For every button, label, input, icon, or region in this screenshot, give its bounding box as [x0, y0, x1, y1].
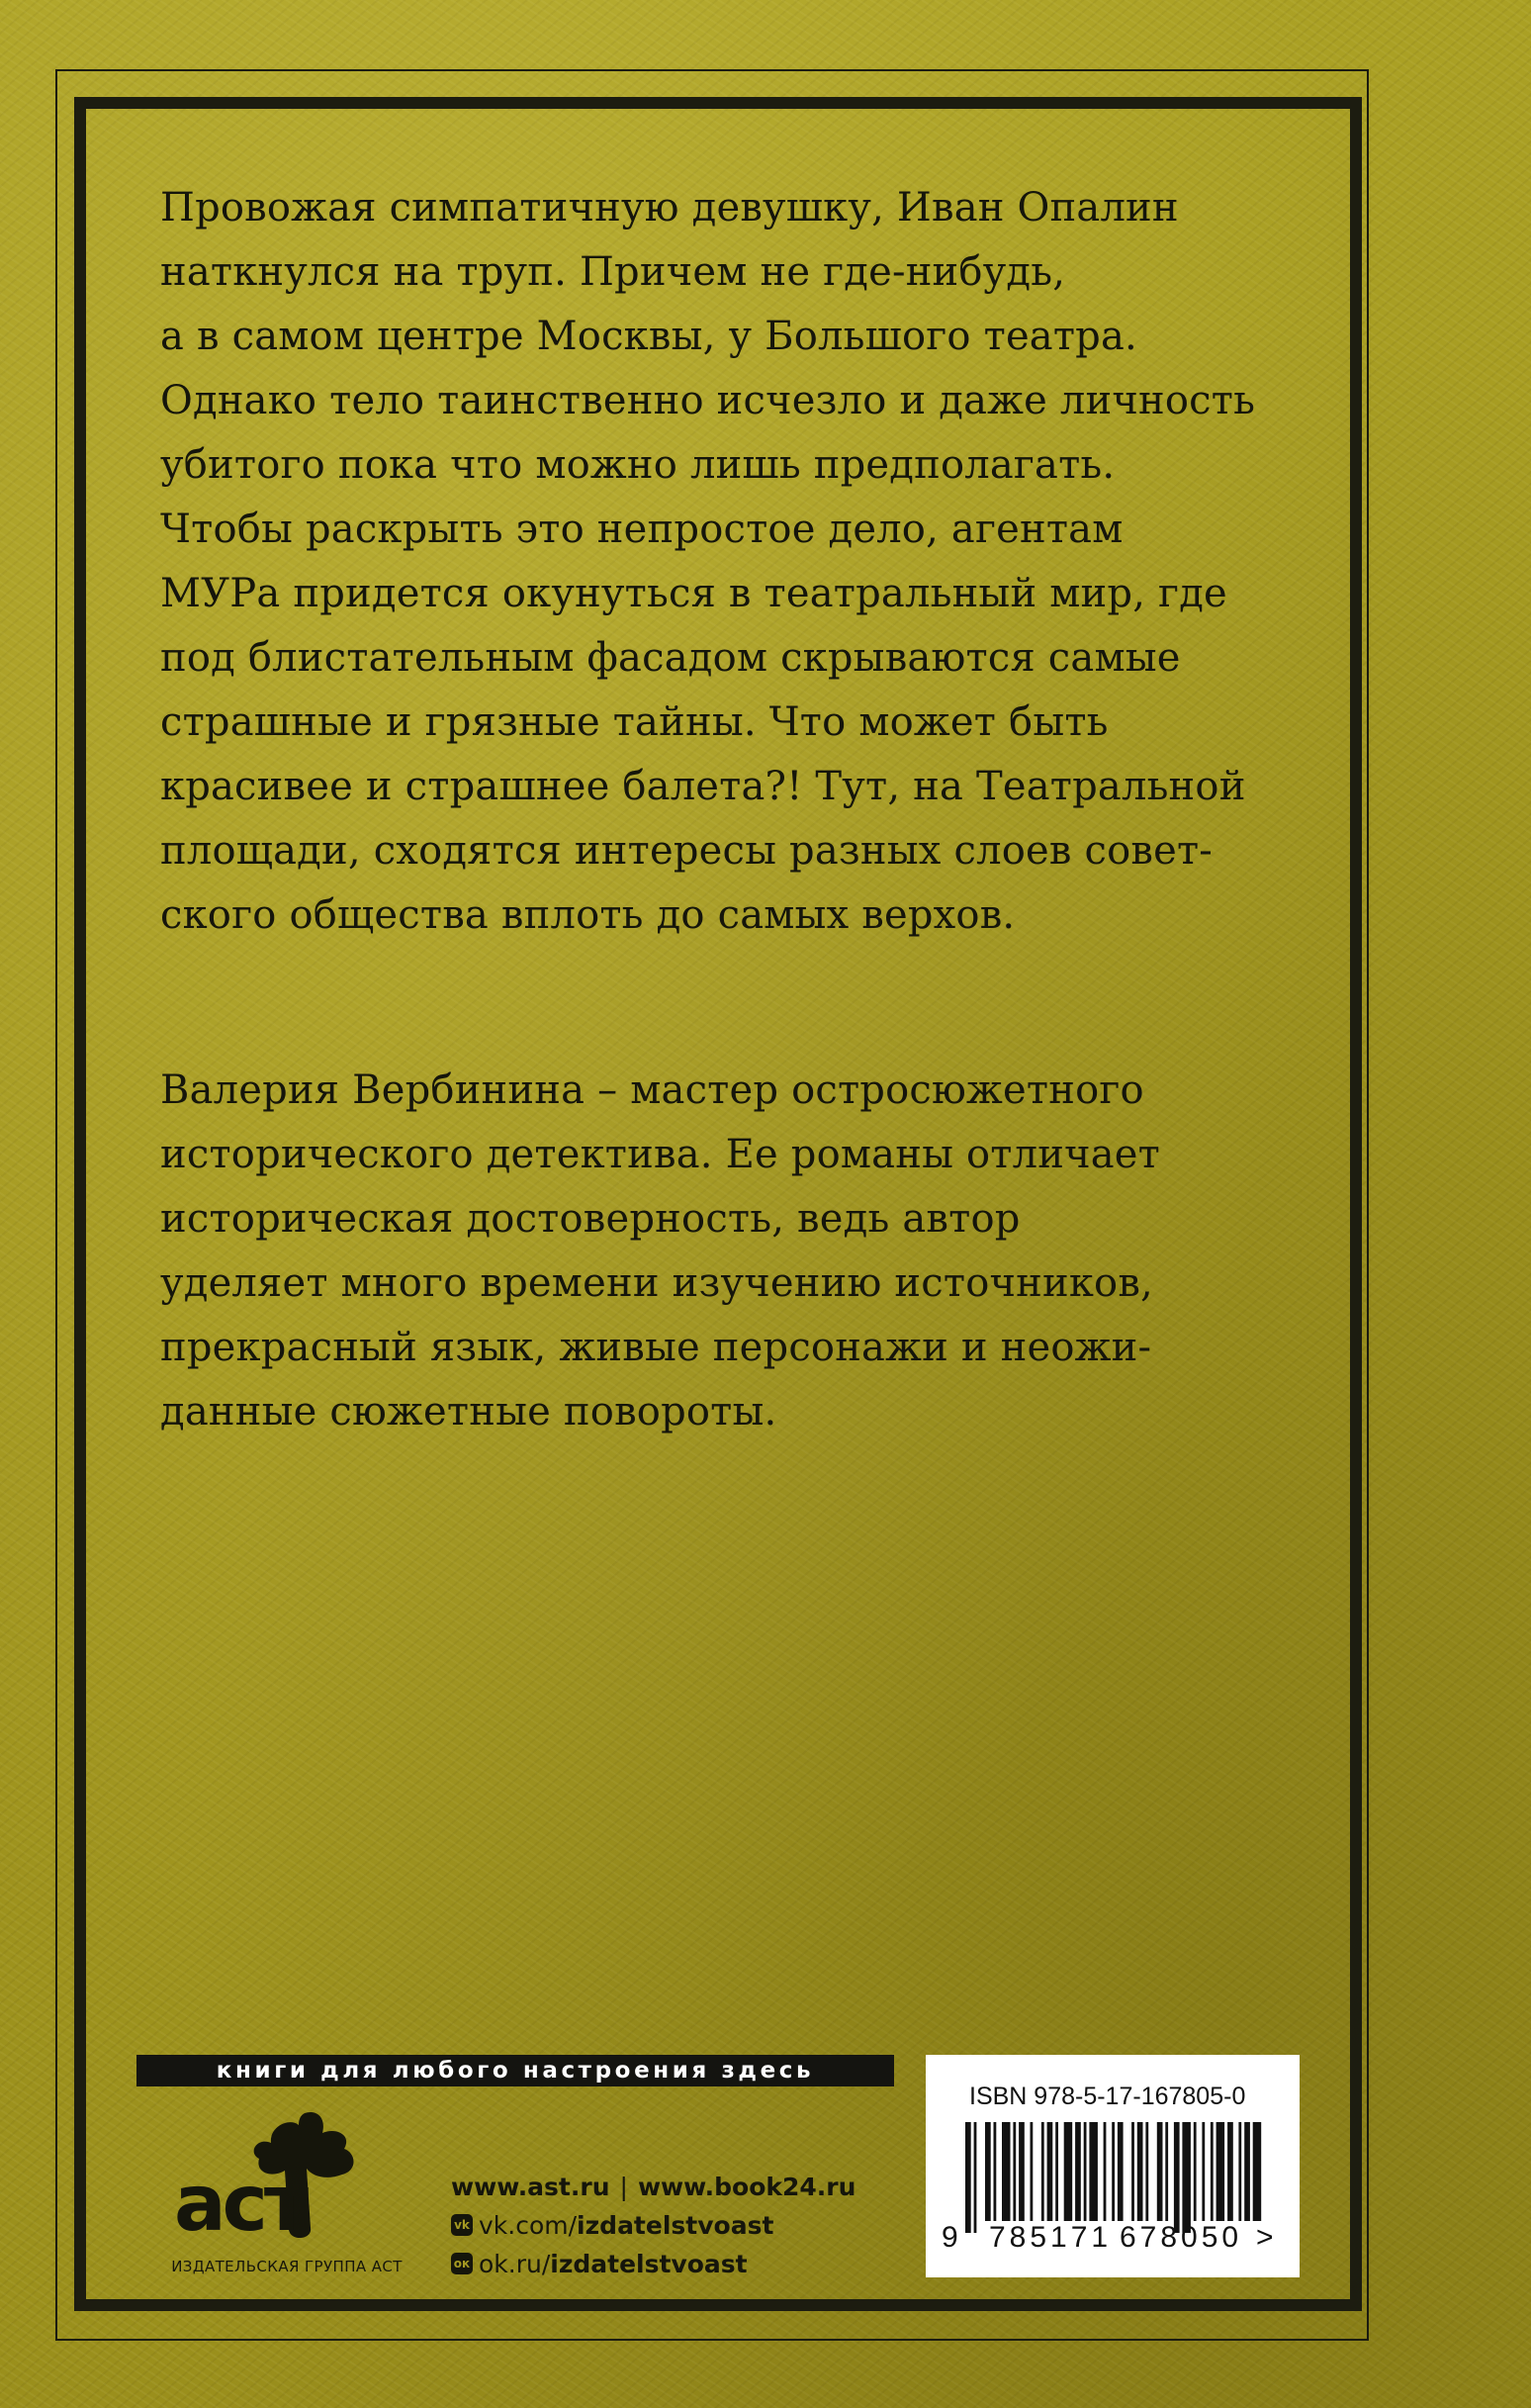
barcode-bar — [1084, 2122, 1087, 2221]
text-line: данные сюжетные повороты. — [160, 1389, 777, 1435]
vk-prefix: vk.com/ — [479, 2210, 578, 2240]
barcode-digits-right: 678050 — [1120, 2221, 1243, 2254]
barcode-bar — [1019, 2122, 1025, 2221]
vk-row[interactable] — [451, 2207, 856, 2243]
ast-logo-lettering: аст — [174, 2160, 306, 2249]
barcode-bar — [1211, 2122, 1214, 2221]
barcode-digits-left: 785171 — [989, 2221, 1113, 2254]
ast-site-link[interactable]: www.ast.ru — [451, 2172, 610, 2201]
barcode-bar — [1165, 2122, 1168, 2221]
barcode-bar — [1075, 2122, 1081, 2221]
barcode-bar — [1253, 2122, 1262, 2221]
barcode-bar — [1047, 2122, 1053, 2221]
barcode-bar — [994, 2122, 997, 2221]
text-line: уделяет много времени изучению источников, — [160, 1260, 1153, 1306]
barcode-digit-first: 9 — [942, 2221, 958, 2254]
ok-handle: izdatelstvoast — [550, 2249, 748, 2278]
text-line: Валерия Вербинина – мастер остросюжетного — [160, 1067, 1144, 1113]
text-line: МУРа придется окунуться в театральный мир, где — [160, 571, 1227, 616]
barcode-bar — [1013, 2122, 1016, 2221]
barcode-bar — [1174, 2122, 1180, 2233]
ok-prefix: ok.ru/ — [479, 2249, 551, 2278]
text-line: Провожая симпатичную девушку, Иван Опалин — [160, 185, 1179, 231]
vk-handle: izdatelstvoast — [577, 2210, 774, 2240]
author-note-paragraph — [160, 1059, 1288, 1444]
tagline-banner: книги для любого настроения здесь — [136, 2055, 894, 2086]
text-line: ского общества вплоть до самых верхов. — [160, 892, 1016, 938]
barcode-bar — [1055, 2122, 1058, 2221]
text-line: Чтобы раскрыть это непростое дело, агентам — [160, 507, 1124, 552]
barcode-bar — [1244, 2122, 1250, 2221]
barcode-bar — [1031, 2122, 1034, 2221]
barcode-bar — [1112, 2122, 1115, 2221]
ok-row[interactable] — [451, 2246, 856, 2281]
text-line: Однако тело таинственно исчезло и даже личность — [160, 378, 1256, 423]
websites-row — [451, 2169, 856, 2204]
publisher-caption: ИЗДАТЕЛЬСКАЯ ГРУППА АСТ — [171, 2258, 403, 2275]
barcode-bar — [1002, 2122, 1011, 2221]
barcode-bar — [1194, 2122, 1197, 2221]
vk-icon: vk — [451, 2214, 473, 2236]
odnoklassniki-icon: ок — [451, 2253, 473, 2274]
text-line: исторического детектива. Ее романы отличает — [160, 1132, 1161, 1177]
barcode-bars — [926, 2055, 1300, 2277]
barcode-bar — [1227, 2122, 1233, 2221]
ast-logo — [168, 2107, 405, 2251]
barcode-bar — [974, 2122, 977, 2233]
isbn-label: ISBN 978-5-17-167805-0 — [969, 2083, 1246, 2110]
barcode-bar — [1089, 2122, 1098, 2221]
text-line: прекрасный язык, живые персонажи и неожи- — [160, 1325, 1152, 1370]
barcode-bar — [1131, 2122, 1134, 2221]
annotation-paragraph — [160, 176, 1288, 948]
text-line: убитого пока что можно лишь предполагать. — [160, 442, 1116, 488]
barcode-bar — [1041, 2122, 1044, 2221]
barcode-panel — [926, 2055, 1300, 2277]
publisher-links — [451, 2169, 856, 2281]
barcode-bar — [1137, 2122, 1143, 2221]
link-separator: | — [619, 2172, 628, 2201]
barcode-bar — [1064, 2122, 1073, 2221]
barcode-bar — [1157, 2122, 1163, 2221]
text-line: под блистательным фасадом скрываются самые — [160, 635, 1181, 681]
text-line: историческая достоверность, ведь автор — [160, 1196, 1021, 1242]
barcode-bar — [1104, 2122, 1107, 2221]
barcode-bar — [965, 2122, 971, 2233]
barcode-bar — [1202, 2122, 1205, 2221]
barcode-bar — [1118, 2122, 1124, 2221]
text-line: а в самом центре Москвы, у Большого театра. — [160, 314, 1137, 359]
barcode-quiet-zone-mark: > — [1256, 2221, 1274, 2254]
text-line: наткнулся на труп. Причем не где-нибудь, — [160, 249, 1066, 295]
barcode-bar — [1216, 2122, 1225, 2221]
barcode-bar — [1238, 2122, 1241, 2221]
text-line: красивее и страшнее балета?! Тут, на Театральной — [160, 764, 1246, 809]
barcode-bar — [1182, 2122, 1191, 2233]
barcode-bar — [985, 2122, 991, 2221]
text-line: страшные и грязные тайны. Что может быть — [160, 699, 1109, 745]
book24-site-link[interactable]: www.book24.ru — [637, 2172, 856, 2201]
barcode-bar — [1145, 2122, 1148, 2221]
text-line: площади, сходятся интересы разных слоев совет- — [160, 828, 1214, 874]
